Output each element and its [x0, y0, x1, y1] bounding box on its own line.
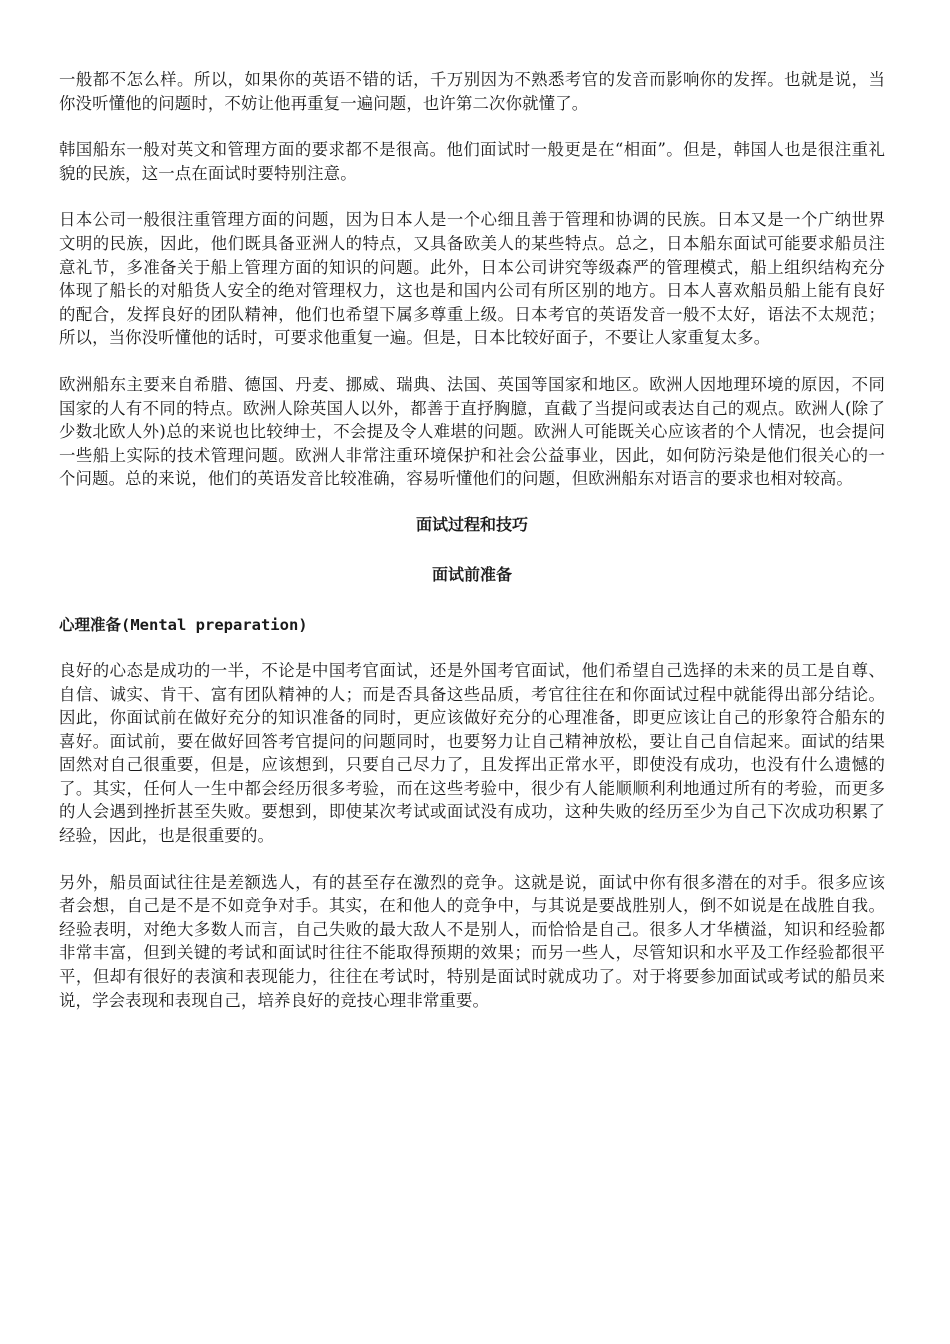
- paragraph-competition: 另外，船员面试往往是差额选人，有的甚至存在激烈的竞争。这就是说，面试中你有很多潜在的对手。很多应该者会想，自己是不是不如竞争对手。其实，在和他人的竞争中，与其说是要战胜别人，倒不如说是在战胜自我。经验表明，对绝大多数人而言，自己失败的最大敌人不是别人，而恰恰是自己。很多人才华横溢，知识和经验都非常丰富，但到关键的考试和面试时往往不能取得预期的效果；而另一些人，尽管知识和水平及工作经验都很平平，但却有很好的表演和表现能力，往往在考试时，特别是面试时就成功了。对于将要参加面试或考试的船员来说，学会表现和表现自己，培养良好的竞技心理非常重要。: [59, 872, 885, 1010]
- paragraph-european-shipowners: 欧洲船东主要来自希腊、德国、丹麦、挪威、瑞典、法国、英国等国家和地区。欧洲人因地理环境的原因，不同国家的人有不同的特点。欧洲人除英国人以外，都善于直抒胸臆，直截了当提问或表达自己的观点。欧洲人(除了少数北欧人外)总的来说也比较绅士，不会提及令人难堪的问题。欧洲人可能既关心应该者的个人情况，也会提问一些船上实际的技术管理问题。欧洲人非常注重环境保护和社会公益事业，因此，如何防污染是他们很关心的一个问题。总的来说，他们的英语发音比较准确，容易听懂他们的问题，但欧洲船东对语言的要求也相对较高。: [59, 374, 885, 489]
- document-page: [59, 68, 885, 1035]
- paragraph-examiner-pronunciation: 一般都不怎么样。所以，如果你的英语不错的话，千万别因为不熟悉考官的发音而影响你的发挥。也就是说，当你没听懂他的问题时，不妨让他再重复一遍问题，也许第二次你就懂了。: [59, 70, 885, 113]
- subsection-title: 面试前准备: [431, 564, 512, 584]
- section-title: 面试过程和技巧: [415, 514, 528, 534]
- topic-heading: 心理准备(Mental preparation): [59, 615, 308, 634]
- paragraph-korean-shipowners: 韩国船东一般对英文和管理方面的要求都不是很高。他们面试时一般更是在“相面”。但是，韩国人也是很注重礼貌的民族，这一点在面试时要特别注意。: [59, 140, 885, 183]
- paragraph-japanese-companies: 日本公司一般很注重管理方面的问题，因为日本人是一个心细且善于管理和协调的民族。日本又是一个广纳世界文明的民族，因此，他们既具备亚洲人的特点，又具备欧美人的某些特点。总之，日本船东面试可能要求船员注意礼节，多准备关于船上管理方面的知识的问题。此外，日本公司讲究等级森严的管理模式，船上组织结构充分体现了船长的对船货人安全的绝对管理权力，这也是和国内公司有所区别的地方。日本人喜欢船员船上能有良好的配合，发挥良好的团队精神，他们也希望下属多尊重上级。日本考官的英语发音一般不太好，语法不太规范；所以，当你没听懂他的话时，可要求他重复一遍。但是，日本比较好面子，不要让人家重复太多。: [59, 210, 885, 348]
- paragraph-mental-attitude: 良好的心态是成功的一半，不论是中国考官面试，还是外国考官面试，他们希望自己选择的未来的员工是自尊、自信、诚实、肯干、富有团队精神的人；而是否具备这些品质，考官往往在和你面试过程中就能得出部分结论。因此，你面试前在做好充分的知识准备的同时，更应该做好充分的心理准备，即更应该让自己的形象符合船东的喜好。面试前，要在做好回答考官提问的问题同时，也要努力让自己精神放松，要让自己自信起来。面试的结果固然对自己很重要，但是，应该想到，只要自己尽力了，且发挥出正常水平，即使没有成功，也没有什么遗憾的了。其实，任何人一生中都会经历很多考验，而在这些考验中，很少有人能顺顺利利地通过所有的考验，而更多的人会遇到挫折甚至失败。要想到，即使某次考试或面试没有成功，这种失败的经历至少为自己下次成功积累了经验，因此，也是很重要的。: [59, 660, 885, 846]
